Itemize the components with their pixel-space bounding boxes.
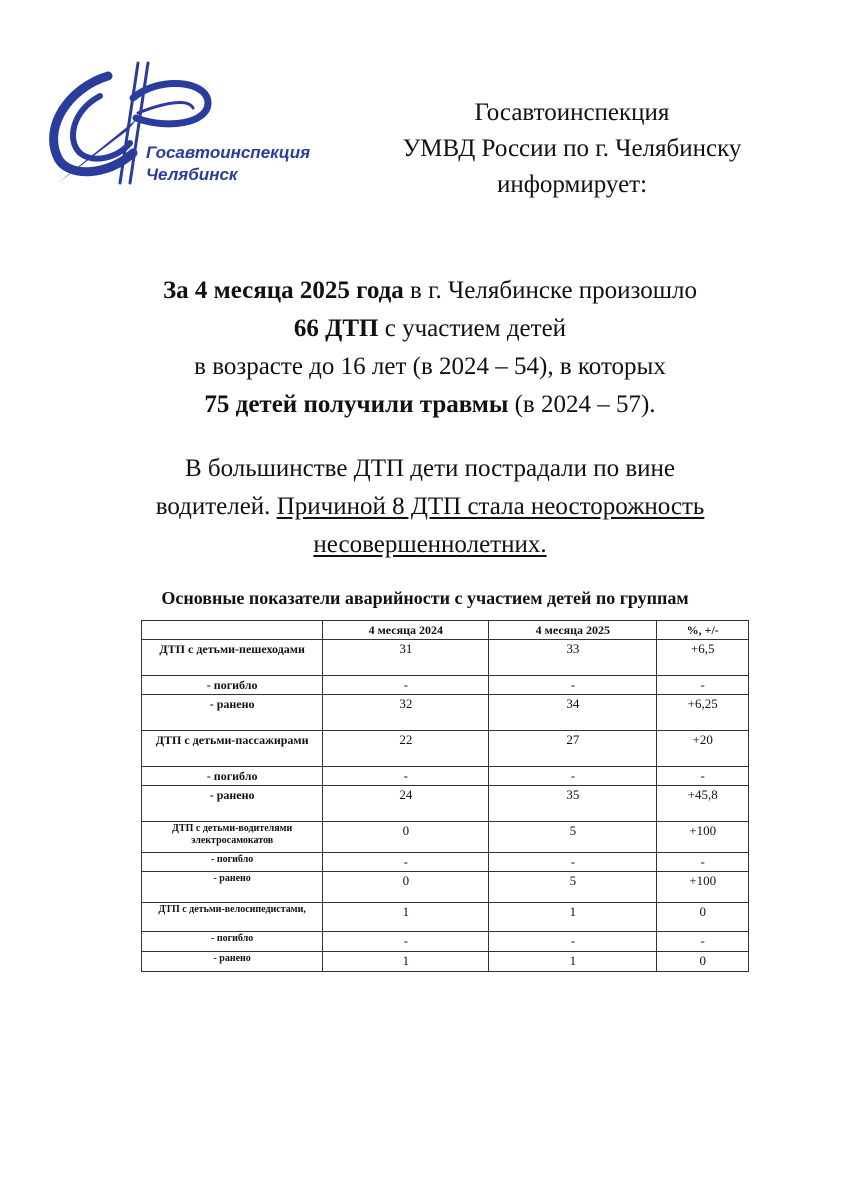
lead-line1-text: в г. Челябинске произошло [403, 277, 698, 304]
cell-2025: 1 [489, 903, 657, 932]
page-header [352, 95, 792, 203]
header-line2: УМВД России по г. Челябинску [402, 135, 742, 162]
table-row [142, 640, 749, 676]
cause-line2-text: водителей. [155, 493, 277, 520]
row-label: ДТП с детьми-велосипедистами, [142, 903, 323, 932]
lead-period: За 4 месяца 2025 года [162, 277, 404, 304]
table-row [142, 676, 749, 695]
cause-paragraph [60, 450, 800, 564]
cell-2025: 27 [489, 731, 657, 767]
cell-2024: 0 [323, 822, 489, 853]
cell-2025: 5 [489, 872, 657, 903]
cell-pct: +100 [657, 822, 749, 853]
cell-2025: - [489, 932, 657, 952]
table-row [142, 786, 749, 822]
lead-injured-count: 75 детей получили травмы [204, 391, 509, 418]
table-row [142, 853, 749, 872]
cell-2025: 5 [489, 822, 657, 853]
cell-pct: - [657, 767, 749, 786]
cell-2025: 33 [489, 640, 657, 676]
row-label: ДТП с детьми-пассажирами [142, 731, 323, 767]
cell-2024: 22 [323, 731, 489, 767]
cause-line2 [60, 488, 800, 526]
header-cell-2025: 4 месяца 2025 [489, 621, 657, 640]
cell-pct: - [657, 676, 749, 695]
logo-text-line1: Госавтоинспекция [146, 143, 311, 162]
cell-pct: +20 [657, 731, 749, 767]
table-row [142, 822, 749, 853]
table-title: Основные показатели аварийности с участием детей по группам [161, 588, 689, 608]
cell-2024: 32 [323, 695, 489, 731]
cell-2025: - [489, 853, 657, 872]
lead-line3: в возрасте до 16 лет (в 2024 – 54), в которых [194, 353, 666, 380]
header-line1: Госавтоинспекция [474, 99, 670, 126]
cause-line3 [60, 526, 800, 564]
table-row [142, 731, 749, 767]
cause-underlined-2: несовершеннолетних. [313, 531, 547, 558]
cell-2025: - [489, 767, 657, 786]
table-row [142, 903, 749, 932]
row-label: - погибло [142, 853, 323, 872]
logo-text-line2: Челябинск [146, 165, 238, 184]
cell-2025: - [489, 676, 657, 695]
cell-2024: - [323, 767, 489, 786]
row-label: - ранено [142, 695, 323, 731]
cell-pct: 0 [657, 952, 749, 972]
table-row [142, 952, 749, 972]
cell-pct: +100 [657, 872, 749, 903]
gai-logo [38, 58, 338, 188]
lead-line2-text: с участием детей [378, 315, 567, 342]
table-row [142, 767, 749, 786]
cell-2024: 1 [323, 952, 489, 972]
cause-line1: В большинстве ДТП дети пострадали по вине [184, 455, 676, 482]
table-row [142, 932, 749, 952]
cell-2024: - [323, 853, 489, 872]
lead-line4-text: (в 2024 – 57). [508, 391, 656, 418]
cell-2025: 34 [489, 695, 657, 731]
lead-paragraph [60, 272, 800, 424]
lead-accident-count: 66 ДТП [293, 315, 379, 342]
statistics-table [141, 620, 749, 972]
lead-line2 [60, 310, 800, 348]
row-label: - ранено [142, 872, 323, 903]
cell-2024: 31 [323, 640, 489, 676]
lead-line4 [60, 386, 800, 424]
cell-pct: - [657, 853, 749, 872]
cell-pct: +45,8 [657, 786, 749, 822]
row-label: ДТП с детьми-пешеходами [142, 640, 323, 676]
cell-2025: 35 [489, 786, 657, 822]
header-cell-2024: 4 месяца 2024 [323, 621, 489, 640]
table-row [142, 695, 749, 731]
table-row [142, 872, 749, 903]
table-header-row [142, 621, 749, 640]
cell-2024: 0 [323, 872, 489, 903]
cell-pct: +6,5 [657, 640, 749, 676]
cell-2024: 1 [323, 903, 489, 932]
row-label: - погибло [142, 932, 323, 952]
row-label: - погибло [142, 767, 323, 786]
row-label: ДТП с детьми-водителями электросамокатов [142, 822, 323, 853]
row-label: - ранено [142, 952, 323, 972]
cell-pct: 0 [657, 903, 749, 932]
header-cell-pct: %, +/- [657, 621, 749, 640]
cell-2025: 1 [489, 952, 657, 972]
header-line3: информирует: [496, 171, 648, 198]
cell-pct: - [657, 932, 749, 952]
cell-2024: - [323, 932, 489, 952]
row-label: - ранено [142, 786, 323, 822]
cell-pct: +6,25 [657, 695, 749, 731]
row-label: - погибло [142, 676, 323, 695]
header-cell-label [142, 621, 323, 640]
cell-2024: - [323, 676, 489, 695]
lead-line1 [60, 272, 800, 310]
cell-2024: 24 [323, 786, 489, 822]
cause-underlined-1: Причиной 8 ДТП стала неосторожность [276, 493, 705, 520]
